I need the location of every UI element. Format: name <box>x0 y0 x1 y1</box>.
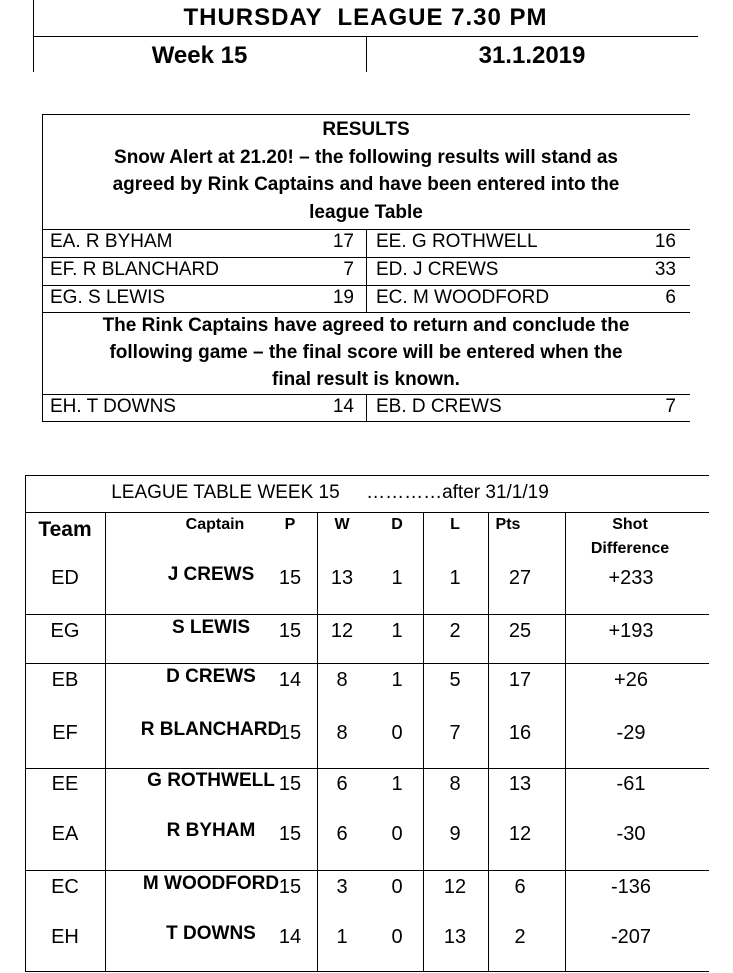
played-cell: 15 <box>278 876 302 898</box>
team-cell: EB <box>51 669 79 691</box>
result-row <box>42 285 690 313</box>
lost-cell: 13 <box>443 926 467 948</box>
drawn-cell: 1 <box>391 620 403 642</box>
points-cell: 13 <box>508 773 532 795</box>
team-cell: EC <box>51 876 79 898</box>
home-score: 14 <box>332 396 354 417</box>
shot-difference-cell: -136 <box>610 876 652 898</box>
home-rink: EF. R BLANCHARD <box>50 259 219 280</box>
table-column-divider <box>317 512 318 972</box>
away-score: 16 <box>654 231 676 252</box>
team-cell: EA <box>51 823 79 845</box>
captain-cell: R BLANCHARD <box>140 719 282 740</box>
lost-cell: 2 <box>449 620 461 642</box>
team-header: Team <box>38 518 92 541</box>
lost-cell: 12 <box>443 876 467 898</box>
table-border-bottom <box>25 971 709 972</box>
pending-result-row <box>42 394 690 422</box>
drawn-header: D <box>391 516 403 533</box>
lost-cell: 9 <box>449 823 461 845</box>
away-score: 6 <box>665 287 676 308</box>
drawn-cell: 0 <box>391 823 403 845</box>
shot-difference-cell: +193 <box>608 620 654 642</box>
played-cell: 15 <box>278 722 302 744</box>
won-cell: 1 <box>336 926 348 948</box>
home-score: 7 <box>343 259 354 280</box>
results-box <box>42 114 690 422</box>
shot-difference-cell: -207 <box>610 926 652 948</box>
return-notice-line: following game – the final score will be entered when the <box>109 342 623 363</box>
home-rink: EG. S LEWIS <box>50 287 166 308</box>
return-notice-line: final result is known. <box>272 369 460 390</box>
result-row <box>42 257 690 285</box>
lost-cell: 1 <box>449 567 461 589</box>
played-header: P <box>284 516 296 533</box>
shot-header: Shot <box>612 516 648 533</box>
league-table <box>25 475 709 972</box>
page-header <box>33 0 698 72</box>
return-notice-line: The Rink Captains have agreed to return and conclude the <box>102 315 630 336</box>
captain-cell: S LEWIS <box>171 617 251 638</box>
table-group-line <box>25 768 709 769</box>
week-label: Week 15 <box>151 42 248 69</box>
drawn-cell: 1 <box>391 567 403 589</box>
lost-cell: 8 <box>449 773 461 795</box>
home-score: 17 <box>332 231 354 252</box>
table-border-top <box>25 475 709 476</box>
points-cell: 2 <box>514 926 526 948</box>
played-cell: 15 <box>278 620 302 642</box>
points-cell: 6 <box>514 876 526 898</box>
points-cell: 17 <box>508 669 532 691</box>
team-cell: EE <box>51 773 79 795</box>
drawn-cell: 1 <box>391 773 403 795</box>
won-cell: 8 <box>336 669 348 691</box>
home-score: 19 <box>332 287 354 308</box>
result-row <box>42 229 690 257</box>
points-cell: 12 <box>508 823 532 845</box>
won-cell: 8 <box>336 722 348 744</box>
lost-cell: 5 <box>449 669 461 691</box>
table-column-divider <box>488 512 489 972</box>
won-cell: 12 <box>330 620 354 642</box>
snow-notice-line: Snow Alert at 21.20! – the following results will stand as <box>114 147 618 168</box>
won-cell: 6 <box>336 773 348 795</box>
captain-cell: J CREWS <box>167 564 255 585</box>
table-group-line <box>25 870 709 871</box>
won-header: W <box>334 516 350 533</box>
snow-notice-line: agreed by Rink Captains and have been entered into the <box>112 174 620 195</box>
results-border-top <box>42 114 690 115</box>
played-cell: 15 <box>278 823 302 845</box>
captain-cell: M WOODFORD <box>142 873 280 894</box>
captain-cell: D CREWS <box>166 666 256 687</box>
home-rink: EA. R BYHAM <box>50 231 173 252</box>
away-score: 7 <box>665 396 676 417</box>
points-cell: 27 <box>508 567 532 589</box>
shot-difference-cell: -61 <box>616 773 646 795</box>
won-cell: 6 <box>336 823 348 845</box>
captain-cell: T DOWNS <box>166 923 256 944</box>
snow-notice-line: league Table <box>309 202 423 223</box>
date-label: 31.1.2019 <box>478 42 586 69</box>
away-rink: EB. D CREWS <box>376 396 502 417</box>
drawn-cell: 0 <box>391 722 403 744</box>
away-rink: ED. J CREWS <box>376 259 499 280</box>
lost-header: L <box>450 516 460 533</box>
away-rink: EC. M WOODFORD <box>376 287 550 308</box>
captain-header: Captain <box>185 516 245 533</box>
played-cell: 15 <box>278 567 302 589</box>
captain-cell: R BYHAM <box>166 820 256 841</box>
captain-cell: G ROTHWELL <box>147 770 275 791</box>
drawn-cell: 0 <box>391 876 403 898</box>
table-column-divider <box>423 512 424 972</box>
played-cell: 14 <box>278 669 302 691</box>
points-cell: 25 <box>508 620 532 642</box>
table-group-line <box>25 663 709 664</box>
won-cell: 13 <box>330 567 354 589</box>
league-table-title: LEAGUE TABLE WEEK 15 …………after 31/1/19 <box>111 482 549 503</box>
played-cell: 14 <box>278 926 302 948</box>
league-title: THURSDAY LEAGUE 7.30 PM <box>183 4 548 31</box>
shot-difference-cell: -29 <box>616 722 646 744</box>
points-header: Pts <box>495 516 521 533</box>
played-cell: 15 <box>278 773 302 795</box>
lost-cell: 7 <box>449 722 461 744</box>
drawn-cell: 1 <box>391 669 403 691</box>
results-heading: RESULTS <box>322 119 410 140</box>
shot-difference-cell: +233 <box>608 567 654 589</box>
away-rink: EE. G ROTHWELL <box>376 231 538 252</box>
away-score: 33 <box>654 259 676 280</box>
shot-difference-cell: +26 <box>614 669 648 691</box>
team-cell: EG <box>50 620 80 642</box>
shot-header: Difference <box>590 540 670 557</box>
home-rink: EH. T DOWNS <box>50 396 176 417</box>
table-group-line <box>25 614 709 615</box>
shot-difference-cell: -30 <box>616 823 646 845</box>
table-header-line <box>25 512 709 513</box>
team-cell: EH <box>51 926 79 948</box>
drawn-cell: 0 <box>391 926 403 948</box>
table-column-divider <box>565 512 566 972</box>
points-cell: 16 <box>508 722 532 744</box>
team-cell: EF <box>52 722 78 744</box>
team-cell: ED <box>51 567 79 589</box>
won-cell: 3 <box>336 876 348 898</box>
